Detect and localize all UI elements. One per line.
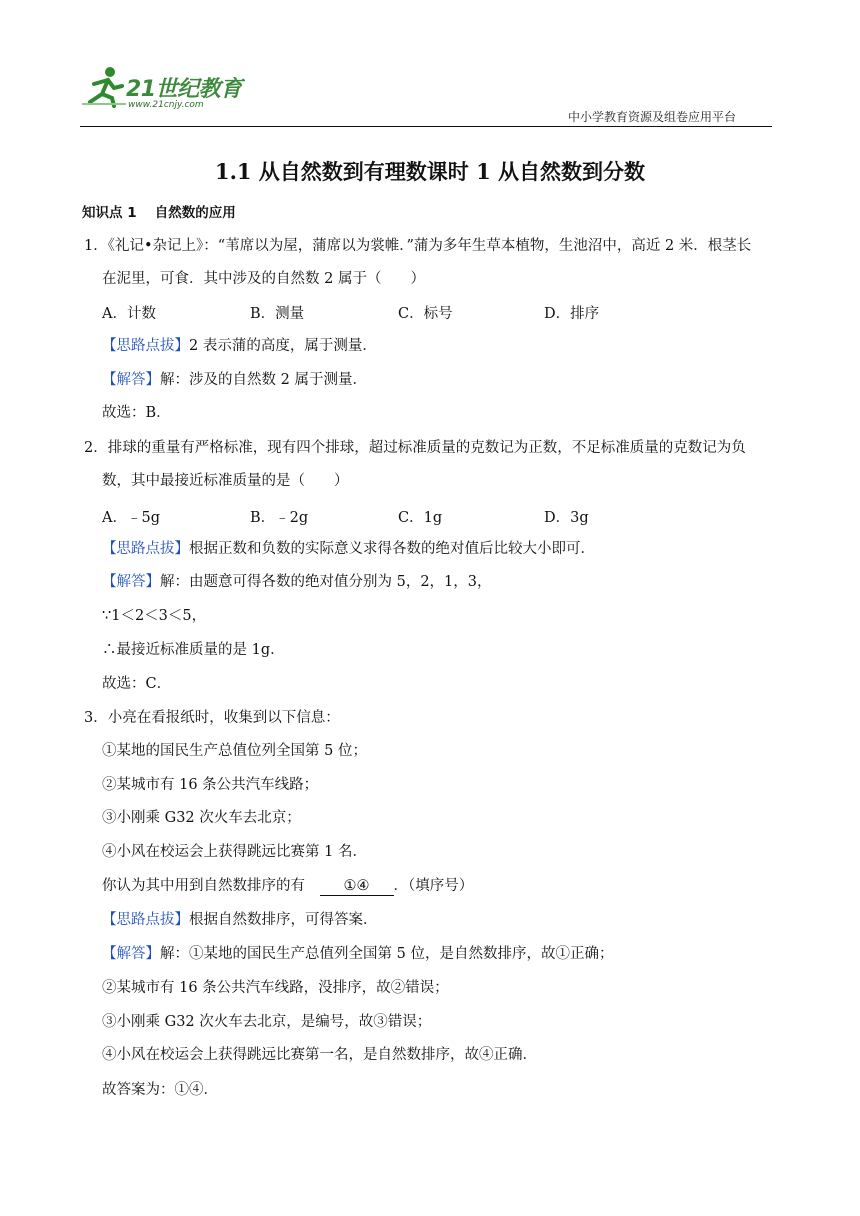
- q3-step-3: ④小风在校运会上获得跳远比赛第一名，是自然数排序，故④正确．: [102, 1047, 537, 1063]
- page-header: [80, 64, 772, 128]
- q2-answer-text: 解：由题意可得各数的绝对值分别为 5，2，1，3，: [160, 574, 492, 590]
- q3-item-2: ②某城市有 16 条公共汽车线路；: [102, 777, 319, 793]
- q1-choice: 故选：B．: [102, 405, 171, 421]
- q1-hint-text: 2 表示蒲的高度，属于测量．: [189, 338, 377, 354]
- q1-answer-text: 解：涉及的自然数 2 属于测量．: [160, 372, 367, 388]
- q3-hint-tag: 【思路点拔】: [102, 912, 189, 928]
- q2-answer: [102, 572, 492, 592]
- q2-hint-text: 根据正数和负数的实际意义求得各数的绝对值后比较大小即可．: [189, 541, 595, 557]
- q1-stem-line1: 1．《礼记•杂记上》：“苇席以为屋，蒲席以为裳帷．”蒲为多年生草本植物，生池沼中，高近 2 米．根茎长: [84, 238, 752, 254]
- q2-stem-line2: 数，其中最接近标准质量的是（ ）: [102, 473, 349, 489]
- q1-hint: [102, 336, 377, 356]
- q1-option-a: A．计数: [102, 306, 156, 322]
- q1-option-c: C．标号: [398, 306, 453, 322]
- q2-answer-tag: 【解答】: [102, 574, 160, 590]
- q3-prompt-after: ．（填序号）: [393, 878, 474, 894]
- header-divider: [80, 126, 772, 127]
- q2-option-a: A．﹣5g: [102, 510, 160, 526]
- q3-hint-text: 根据自然数排序，可得答案．: [189, 912, 378, 928]
- q3-item-1: ①某地的国民生产总值位列全国第 5 位；: [102, 743, 367, 759]
- q2-option-d: D．3g: [544, 510, 589, 526]
- platform-label: 中小学教育资源及组卷应用平台: [567, 110, 736, 124]
- q1-option-b: B．测量: [250, 306, 305, 322]
- q3-stem: 3．小亮在看报纸时，收集到以下信息：: [84, 710, 340, 726]
- q2-choice: 故选：C．: [102, 676, 172, 692]
- q3-step-1: ②某城市有 16 条公共汽车线路，没排序，故②错误；: [102, 980, 449, 996]
- runner-icon: [80, 64, 130, 108]
- knowledge-point-heading: 知识点 1 自然数的应用: [82, 205, 236, 221]
- q1-answer: [102, 370, 367, 390]
- q3-answer: [102, 944, 613, 964]
- q1-stem-line2: 在泥里，可食．其中涉及的自然数 2 属于（ ）: [102, 271, 425, 287]
- q3-hint: [102, 910, 378, 930]
- logo: [80, 64, 270, 116]
- q1-hint-tag: 【思路点拔】: [102, 338, 189, 354]
- q3-prompt: [102, 876, 473, 896]
- q3-answer-blank: ①④: [320, 877, 394, 896]
- q2-hint: [102, 539, 595, 559]
- q2-option-b: B．﹣2g: [250, 510, 309, 526]
- page-title: 1.1 从自然数到有理数课时 1 从自然数到分数: [214, 159, 646, 184]
- logo-text: 21世纪教育: [126, 77, 242, 102]
- q2-hint-tag: 【思路点拔】: [102, 541, 189, 557]
- q3-prompt-before: 你认为其中用到自然数排序的有: [102, 878, 305, 894]
- q2-step2: ∴最接近标准质量的是 1g．: [102, 642, 285, 658]
- q2-step1: ∵1＜2＜3＜5，: [102, 608, 207, 624]
- q3-item-3: ③小刚乘 G32 次火车去北京；: [102, 810, 301, 826]
- q3-step-2: ③小刚乘 G32 次火车去北京，是编号，故③错误；: [102, 1014, 432, 1030]
- q3-final: 故答案为：①④．: [102, 1082, 218, 1098]
- q3-item-4: ④小风在校运会上获得跳远比赛第 1 名．: [102, 844, 367, 860]
- q2-option-c: C．1g: [398, 510, 443, 526]
- q3-answer-tag: 【解答】: [102, 946, 160, 962]
- q2-stem-line1: 2．排球的重量有严格标准，现有四个排球，超过标准质量的克数记为正数，不足标准质量的克数记为负: [84, 440, 746, 456]
- logo-url: www.21cnjy.com: [128, 100, 204, 110]
- q1-option-d: D．排序: [544, 306, 600, 322]
- q1-answer-tag: 【解答】: [102, 372, 160, 388]
- q3-answer-text: 解：①某地的国民生产总值列全国第 5 位，是自然数排序，故①正确；: [160, 946, 614, 962]
